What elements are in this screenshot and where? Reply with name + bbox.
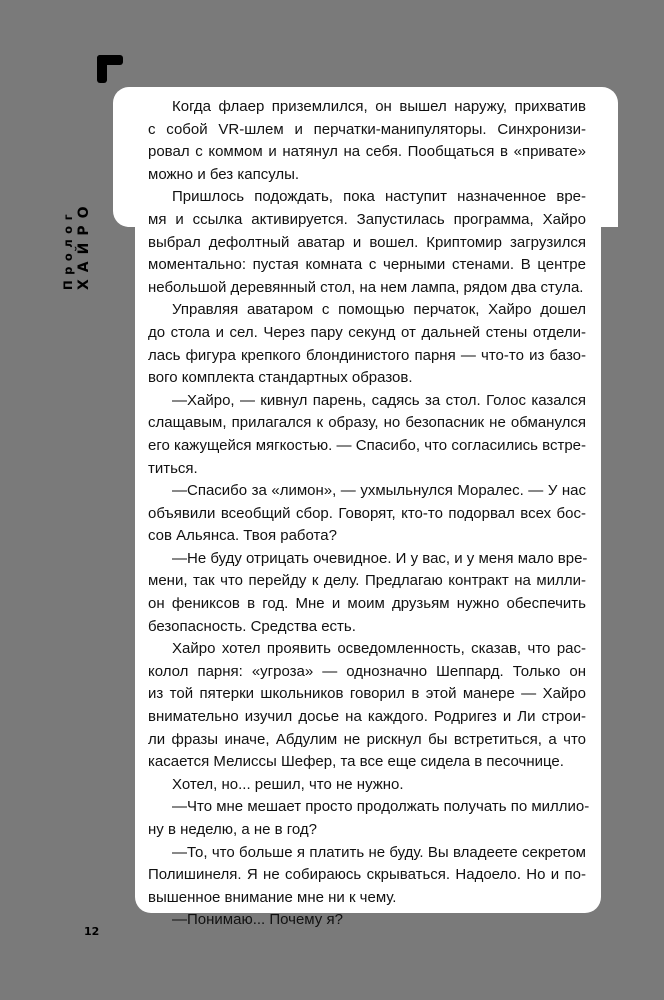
text-line: можно и без капсулы.	[148, 165, 300, 183]
text-line: вышенное внимание мне ни к чему.	[148, 888, 397, 906]
section-label: Пролог	[61, 208, 75, 290]
text-line: титься.	[148, 459, 198, 477]
text-line: моментально: пустая комната с черными стенами. В центре	[148, 256, 586, 274]
text-line: ли фразы иначе, Абдулим не рискнул бы встретиться, а что	[148, 730, 586, 748]
text-line: мя и ссылка активируется. Запустилась программа, Хайро	[148, 210, 586, 228]
text-line: мени, так что перейду к делу. Предлагаю контракт на милли-	[148, 572, 586, 590]
text-line: Управляя аватаром с помощью перчаток, Хайро дошел	[172, 301, 586, 319]
text-line: —Не буду отрицать очевидное. И у вас, и у меня мало вре-	[172, 549, 588, 567]
text-line: —То, что больше я платить не буду. Вы владеете секретом	[172, 843, 586, 861]
text-line: внимательно изучил досье на каждого. Родригез и Ли строи-	[148, 708, 586, 726]
text-line: объявили всеобщий сбор. Говорят, кто-то подорвал всех бос-	[148, 504, 586, 522]
corner-bracket-mark	[97, 55, 123, 83]
text-line: выбрал дефолтный аватар и вошел. Криптомир загрузился	[148, 233, 586, 251]
text-line: до стола и сел. Через пару секунд от дальней стены отдели-	[148, 323, 586, 341]
body-text	[148, 96, 590, 932]
text-line: слащавым, прилагался к образу, но безопасник не обманулся	[148, 414, 586, 432]
text-line: вого комплекта стандартных образов.	[148, 369, 413, 387]
text-line: касается Мелиссы Шефер, та все еще сидела в песочнице.	[148, 753, 564, 771]
text-line: с собой VR-шлем и перчатки-манипуляторы. Синхронизи-	[148, 120, 586, 138]
text-line: колол парня: «угроза» — однозначно Шеппард. Только он	[148, 662, 586, 680]
running-header	[62, 199, 93, 290]
text-line: —Что мне мешает просто продолжать получать по миллио-	[172, 798, 590, 816]
text-line: Пришлось подождать, пока наступит назначенное вре-	[172, 188, 586, 206]
text-line: ровал с коммом и натянул на себя. Пообщаться в «привате»	[148, 143, 586, 161]
text-line: —Хайро, — кивнул парень, садясь за стол. Голос казался	[172, 391, 586, 409]
text-line: сов Альянса. Твоя работа?	[148, 527, 337, 545]
text-line: из той пятерки школьников говорил в этой манере — Хайро	[148, 685, 586, 703]
text-line: —Спасибо за «лимон», — ухмыльнулся Моралес. — У нас	[172, 482, 586, 500]
text-line: Когда флаер приземлился, он вышел наружу, прихватив	[172, 98, 586, 115]
text-line: безопасность. Средства есть.	[148, 617, 356, 635]
text-line: лась фигура крепкого блондинистого парня — что-то из базо-	[148, 346, 586, 364]
text-line: его кажущейся мягкостью. — Спасибо, что согласились встре-	[148, 436, 586, 454]
text-line: —Понимаю... Почему я?	[172, 911, 343, 929]
text-line: Хайро хотел проявить осведомленность, сказав, что рас-	[172, 640, 586, 658]
text-line: он фениксов в год. Мне и моим друзьям нужно обеспечить	[148, 595, 586, 613]
text-line: ну в неделю, а не в год?	[148, 821, 318, 838]
text-line: Хотел, но... решил, что не нужно.	[172, 775, 404, 793]
text-line: Полишинеля. Я не собираюсь скрываться. Надоело. Но и по-	[148, 866, 586, 884]
page-number: 12	[84, 925, 100, 938]
text-line: небольшой деревянный стол, на нем лампа, рядом два стула.	[148, 278, 584, 296]
chapter-label: ХАЙРО	[76, 199, 92, 290]
